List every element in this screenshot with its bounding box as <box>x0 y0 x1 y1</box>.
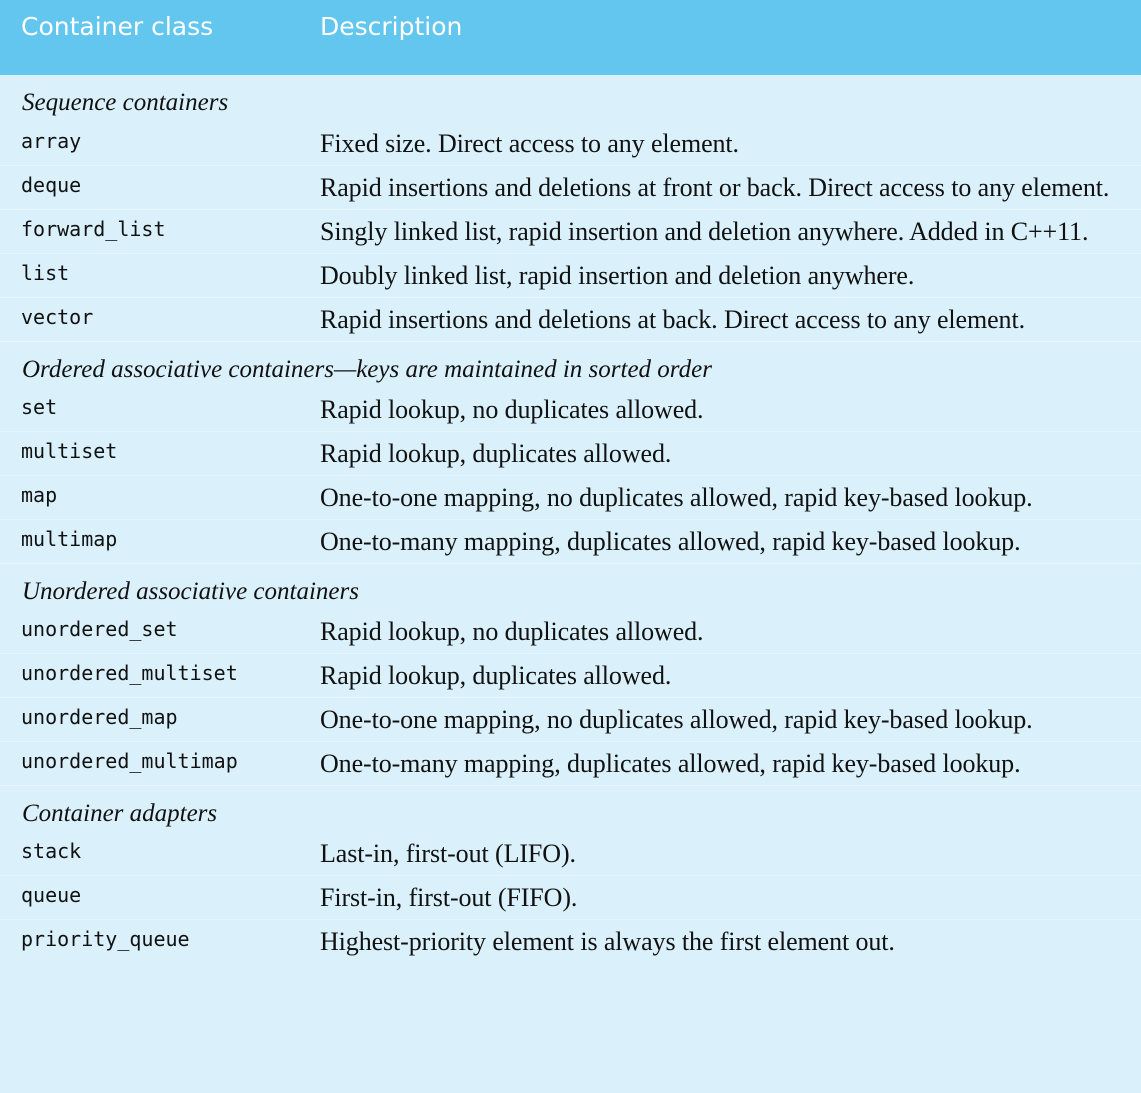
section-title: Ordered associative containers—keys are maintained in sorted order <box>0 341 1141 388</box>
container-description: Rapid insertions and deletions at front or back. Direct access to any element. <box>320 173 1110 202</box>
table-row <box>0 832 1141 875</box>
container-description: First-in, first-out (FIFO). <box>320 883 578 912</box>
table-row <box>0 209 1141 253</box>
table-row <box>0 297 1141 341</box>
container-class-name: list <box>21 261 70 285</box>
table-row <box>0 610 1141 653</box>
section-title: Unordered associative containers <box>0 563 1141 610</box>
table-row <box>0 253 1141 297</box>
table-row <box>0 875 1141 919</box>
container-description: Highest-priority element is always the first element out. <box>320 927 895 956</box>
table-body <box>0 75 1141 963</box>
section-title: Container adapters <box>0 785 1141 832</box>
table-row <box>0 697 1141 741</box>
container-class-name: map <box>21 483 58 507</box>
table-row <box>0 431 1141 475</box>
container-class-name: multimap <box>21 527 118 551</box>
container-class-name: unordered_multimap <box>21 749 238 773</box>
table-row <box>0 165 1141 209</box>
container-class-name: deque <box>21 173 82 197</box>
container-class-name: set <box>21 395 58 419</box>
container-description: Rapid lookup, no duplicates allowed. <box>320 395 704 424</box>
table-header <box>0 0 1141 75</box>
table-row <box>0 653 1141 697</box>
container-class-name: queue <box>21 883 82 907</box>
container-description: One-to-many mapping, duplicates allowed, rapid key-based lookup. <box>320 527 1021 556</box>
container-class-name: forward_list <box>21 217 166 241</box>
container-class-name: unordered_set <box>21 617 178 641</box>
container-class-name: array <box>21 129 82 153</box>
table-row <box>0 741 1141 785</box>
container-class-name: unordered_multiset <box>21 661 238 685</box>
table-row <box>0 475 1141 519</box>
container-description: One-to-one mapping, no duplicates allowed, rapid key-based lookup. <box>320 483 1033 512</box>
container-class-name: vector <box>21 305 94 329</box>
container-description: Rapid lookup, duplicates allowed. <box>320 439 672 468</box>
container-description: Rapid lookup, no duplicates allowed. <box>320 617 704 646</box>
table-row <box>0 919 1141 963</box>
table-row <box>0 388 1141 431</box>
container-class-name: stack <box>21 839 82 863</box>
container-description: Rapid lookup, duplicates allowed. <box>320 661 672 690</box>
container-description: Doubly linked list, rapid insertion and deletion anywhere. <box>320 261 915 290</box>
header-description: Description <box>320 12 463 41</box>
container-class-name: priority_queue <box>21 927 190 951</box>
section-title: Sequence containers <box>22 89 229 116</box>
container-description: One-to-one mapping, no duplicates allowed, rapid key-based lookup. <box>320 705 1033 734</box>
container-class-name: multiset <box>21 439 118 463</box>
container-description: Singly linked list, rapid insertion and deletion anywhere. Added in C++11. <box>320 217 1089 246</box>
table-row <box>0 519 1141 563</box>
table-row <box>0 122 1141 165</box>
container-description: One-to-many mapping, duplicates allowed, rapid key-based lookup. <box>320 749 1021 778</box>
container-description: Rapid insertions and deletions at back. Direct access to any element. <box>320 305 1025 334</box>
header-container-class: Container class <box>21 12 214 41</box>
container-description: Last-in, first-out (LIFO). <box>320 839 576 868</box>
container-description: Fixed size. Direct access to any element. <box>320 129 739 158</box>
container-class-name: unordered_map <box>21 705 178 729</box>
